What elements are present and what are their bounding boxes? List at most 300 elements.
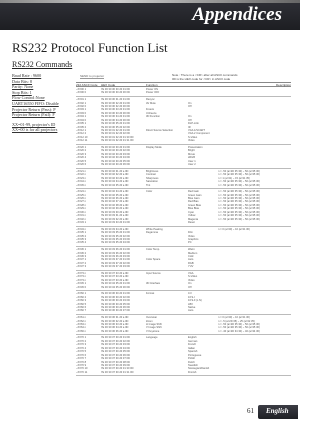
table-cell: Direct Source Selection bbox=[146, 129, 174, 132]
command-group bbox=[76, 169, 291, 189]
table-cell: 7E 30 30 33 36 20 31 0D bbox=[101, 248, 130, 252]
table-cell: 7E 30 30 30 30 20 30 0D bbox=[101, 91, 130, 95]
table-cell: 7E 30 30 33 37 20 32 0D bbox=[101, 261, 130, 265]
command-group bbox=[76, 189, 291, 227]
table-note bbox=[172, 73, 292, 81]
table-cell: 7E 30 30 32 34 20 a 0D bbox=[101, 190, 129, 194]
table-cell: Display Mode bbox=[146, 145, 162, 149]
table-row bbox=[76, 265, 291, 268]
table-cell: Off bbox=[188, 285, 192, 289]
table-cell: ~XX05 2 bbox=[76, 125, 87, 129]
table-cell bbox=[218, 286, 291, 289]
table-cell: ~XX60 6 bbox=[76, 306, 87, 309]
header-shine bbox=[0, 0, 300, 3]
table-cell: ~XX63 n bbox=[76, 322, 87, 326]
page-number: 61 bbox=[247, 407, 254, 415]
table-cell bbox=[146, 241, 188, 244]
table-cell: 7E 30 30 36 30 20 35 0D bbox=[101, 302, 130, 306]
table-cell: ~XX20 6 bbox=[76, 163, 87, 167]
table-cell: 7E 30 30 37 30 20 37 0D bbox=[101, 357, 130, 361]
table-cell: ~XX36 1 bbox=[76, 248, 87, 252]
table-row bbox=[76, 241, 291, 244]
table-cell: n = -50 (a=2D 35 30) ~ 50 (a=35 30) bbox=[218, 322, 260, 326]
table-cell: Portuguese bbox=[188, 353, 202, 357]
command-group bbox=[76, 271, 291, 291]
table-cell: Polish bbox=[188, 357, 196, 361]
table-cell: S-Video bbox=[188, 135, 198, 139]
table-cell bbox=[146, 371, 188, 374]
table-cell: Film bbox=[188, 231, 193, 235]
serial-setting-line: UART16550 FIFO: Disable bbox=[12, 100, 59, 106]
table-cell: ~XX24 n bbox=[76, 190, 87, 194]
table-cell: 7E 30 30 37 30 20 31 31 0D bbox=[101, 370, 134, 374]
table-cell: 7E 30 30 37 30 20 31 30 0D bbox=[101, 367, 134, 371]
table-cell: n = 0 (a=30) ~ 10 (a=31 30) bbox=[218, 227, 250, 231]
table-cell: Video bbox=[188, 278, 195, 282]
table-cell: 7E 30 30 36 30 20 31 0D bbox=[101, 292, 130, 296]
table-cell: ~XX61 n bbox=[76, 316, 87, 320]
table-cell: ~XX35 3 bbox=[76, 238, 87, 241]
table-cell: 7E 30 30 33 35 20 34 0D bbox=[101, 241, 130, 245]
table-cell: 7E 30 30 37 33 20 a 0D bbox=[101, 275, 129, 279]
table-cell: ~XX28 n bbox=[76, 203, 87, 207]
column-header: Description bbox=[275, 82, 291, 87]
table-cell: 7E 30 30 32 35 20 a 0D bbox=[101, 193, 129, 197]
table-cell: Input Source bbox=[146, 271, 161, 275]
table-cell: 7E 30 30 36 36 20 a 0D bbox=[101, 329, 129, 333]
table-cell: n = -50 (a=2D 35 30) ~ 50 (a=35 30) bbox=[218, 183, 260, 187]
table-cell: 7E 30 30 33 35 20 31 0D bbox=[101, 231, 130, 235]
table-cell: English bbox=[188, 336, 197, 340]
table-row bbox=[76, 286, 291, 289]
table-cell: ~XX45 n bbox=[76, 183, 87, 187]
table-cell: 7E 30 30 32 30 20 35 0D bbox=[101, 159, 130, 163]
table-cell: ~XX20 2 bbox=[76, 149, 87, 153]
table-cell: Finnish bbox=[188, 370, 197, 374]
note-line: 0D is the HEX code for <CR> in ASCII code bbox=[172, 77, 231, 81]
table-cell: Freeze bbox=[146, 108, 155, 112]
table-cell: ~XX25 n bbox=[76, 193, 87, 197]
table-cell: Red Bias bbox=[188, 200, 199, 204]
table-cell: ~XX29 n bbox=[76, 207, 87, 211]
table-cell: 7E 30 30 30 32 20 31 0D bbox=[101, 101, 130, 105]
table-cell: Auto bbox=[188, 258, 194, 262]
table-cell: ~XX32 n bbox=[76, 217, 87, 221]
table-cell: n = 1 (a=31) ~ 15 (a=31 35) bbox=[218, 176, 250, 180]
command-group bbox=[76, 247, 291, 271]
table-cell: ~XX20 3 bbox=[76, 152, 87, 156]
table-cell: 7E 30 30 33 35 20 32 0D bbox=[101, 234, 130, 238]
table-cell: ~XX70 8 bbox=[76, 360, 87, 364]
table-row bbox=[76, 309, 291, 312]
table-cell: 7E 30 30 32 30 20 36 0D bbox=[101, 163, 130, 167]
table-cell: 7E 30 30 37 30 20 31 0D bbox=[101, 336, 130, 340]
table-cell: H Image Shift bbox=[146, 322, 162, 326]
table-cell: 7E 30 30 37 33 20 a 0D bbox=[101, 271, 129, 275]
table-cell: n = -50 (a=2D 35 30) ~ 50 (a=35 30) bbox=[218, 210, 260, 214]
table-cell: ~XX22 n bbox=[76, 173, 87, 177]
table-cell: IR bbox=[188, 125, 191, 129]
serial-setting-line: Parity: None bbox=[12, 84, 34, 90]
table-cell: Yellow bbox=[188, 214, 196, 218]
table-cell: Cold bbox=[188, 254, 194, 258]
table-cell: On bbox=[188, 101, 192, 105]
table-cell: 3D Function bbox=[146, 115, 160, 119]
table-cell: 7E 30 30 32 36 20 a 0D bbox=[101, 197, 129, 200]
table-cell: 7E 30 30 31 32 20 32 0D bbox=[101, 132, 130, 136]
table-cell: Resync bbox=[146, 98, 155, 102]
table-cell: 7E 30 30 31 32 20 31 0D bbox=[101, 129, 130, 132]
table-cell: ~XX60 2 bbox=[76, 295, 87, 299]
table-cell: Presentation bbox=[188, 145, 203, 149]
table-cell: 7E 30 30 37 30 20 38 0D bbox=[101, 360, 130, 364]
table-cell: Blue Bias bbox=[188, 207, 199, 211]
table-cell: ~XX44 n bbox=[76, 180, 87, 184]
serial-settings bbox=[12, 73, 74, 133]
table-cell: Native bbox=[188, 306, 196, 309]
table-cell: ~XX35 2 bbox=[76, 234, 87, 238]
table-cell: n = -50 (a=2D 35 30) ~ 50 (a=35 30) bbox=[218, 200, 260, 204]
table-cell bbox=[188, 184, 218, 187]
table-cell: ~XX20 1 bbox=[76, 145, 87, 149]
serial-setting-line: Projector Return (Pass): P bbox=[12, 106, 56, 112]
table-cell: V Image Shift bbox=[146, 326, 162, 330]
table-cell: 7E 30 30 32 32 20 a 0D bbox=[101, 173, 129, 177]
table-cell: 7E 30 30 32 30 20 32 0D bbox=[101, 149, 130, 153]
table-cell: 7E 30 30 33 30 20 a 0D bbox=[101, 210, 129, 214]
table-cell: Power ON bbox=[146, 88, 158, 91]
table-cell: Zoom bbox=[146, 319, 153, 323]
table-cell: ~XX04 1 bbox=[76, 115, 87, 119]
table-cell: 7E 30 30 36 34 20 a 0D bbox=[101, 326, 129, 330]
table-cell: n = -50 (a=2D 35 30) ~ 50 (a=35 30) bbox=[218, 217, 260, 221]
table-cell: Warm bbox=[188, 248, 195, 252]
table-cell: 7E 30 30 32 38 20 a 0D bbox=[101, 203, 129, 207]
column-header: 232 ASCII Code bbox=[76, 82, 98, 87]
column-header: Function bbox=[146, 82, 158, 87]
table-cell: 7E 30 30 37 30 20 39 0D bbox=[101, 363, 130, 367]
command-table bbox=[76, 82, 291, 376]
table-cell: PC bbox=[188, 241, 192, 245]
table-cell: ~XX60 1 bbox=[76, 292, 87, 296]
serial-setting-line: XX=00 is for all projectors bbox=[12, 127, 58, 133]
table-cell: Red Gain bbox=[188, 190, 199, 194]
command-group bbox=[76, 335, 291, 376]
table-cell: 7E 30 30 32 30 20 34 0D bbox=[101, 156, 130, 160]
table-cell: n = -40 (a=2D 34 30) ~ 40 (a=34 30) bbox=[218, 329, 260, 333]
table-cell: ~XX20 4 bbox=[76, 156, 87, 160]
table-cell: 7E 30 30 36 30 20 32 0D bbox=[101, 295, 130, 299]
table-cell: DLP-Link bbox=[188, 122, 199, 126]
table-cell: Graphics bbox=[188, 238, 199, 241]
command-group bbox=[76, 291, 291, 315]
command-group bbox=[76, 315, 291, 335]
serial-setting-line: Stop Bits: 1 bbox=[12, 89, 32, 95]
table-cell: Off bbox=[188, 118, 192, 122]
table-cell: 7E 30 30 33 32 20 a 0D bbox=[101, 217, 129, 221]
table-cell: ~XX45 1 bbox=[76, 282, 87, 286]
table-cell: 7E 30 30 33 36 20 33 0D bbox=[101, 254, 130, 258]
page-title: RS232 Protocol Function List bbox=[12, 40, 168, 55]
table-cell: n = -50 (a=2D 35 30) ~ 50 (a=35 30) bbox=[218, 207, 260, 211]
table-cell bbox=[218, 163, 291, 166]
table-cell: ~XX12 11 bbox=[76, 139, 88, 143]
table-cell: 7E 30 30 30 34 20 31 0D bbox=[101, 115, 130, 119]
table-cell: ~XX70 2 bbox=[76, 339, 87, 343]
table-cell: n = -50 (a=2D 35 30) ~ 50 (a=35 30) bbox=[218, 190, 260, 194]
table-cell: n = -50 (a=2D 35 30) ~ 50 (a=35 30) bbox=[218, 203, 260, 207]
table-cell: ~XX20 5 bbox=[76, 159, 87, 163]
table-cell bbox=[218, 139, 291, 142]
command-group bbox=[76, 227, 291, 247]
table-cell: Color Space bbox=[146, 258, 161, 262]
note-line: Note : There is a <CR> after all ASCII commands bbox=[172, 73, 238, 77]
serial-setting-line: XX=01-99, projector's ID bbox=[12, 121, 56, 127]
table-cell: ~XX30 n bbox=[76, 210, 87, 214]
table-cell: YUV bbox=[188, 265, 194, 269]
table-cell: 7E 30 30 33 35 20 33 0D bbox=[101, 238, 130, 241]
table-cell: 7E 30 30 37 30 20 34 0D bbox=[101, 346, 130, 350]
table-cell: Tint bbox=[146, 183, 151, 187]
table-cell: ~XX12 1 bbox=[76, 129, 87, 132]
table-cell: 7E 30 30 36 31 20 a 0D bbox=[101, 316, 129, 320]
table-cell: n = -5 (a=2D 35) ~ 25 (a=32 35) bbox=[218, 319, 255, 323]
table-cell: n = -50 (a=2D 35 30) ~ 50 (a=35 30) bbox=[218, 326, 260, 330]
table-cell: 7E 30 30 32 30 20 33 0D bbox=[101, 152, 130, 156]
table-cell: Video bbox=[188, 139, 195, 143]
table-cell: 7E 30 30 30 34 20 30 0D bbox=[101, 118, 130, 122]
table-cell: Green Bias bbox=[188, 203, 201, 207]
table-cell: 7E 30 30 37 30 20 32 0D bbox=[101, 339, 130, 343]
table-cell: 7E 30 30 37 30 20 36 0D bbox=[101, 353, 130, 357]
table-cell: ~XX33 1 bbox=[76, 221, 87, 225]
table-row bbox=[76, 330, 291, 333]
table-cell: 4:3 bbox=[188, 292, 192, 296]
table-cell: 7E 30 30 34 35 20 31 0D bbox=[101, 282, 130, 286]
table-cell: 7E 30 30 37 30 20 35 0D bbox=[101, 350, 130, 354]
table-cell: ~XX37 1 bbox=[76, 258, 87, 262]
section-title: Appendices bbox=[192, 4, 282, 25]
table-cell: 3D Interface bbox=[146, 282, 161, 286]
table-cell: ~XX73 n bbox=[76, 275, 87, 279]
table-cell: ~XX04 0 bbox=[76, 118, 87, 122]
table-cell: 7E 30 30 33 34 20 a 0D bbox=[101, 227, 129, 231]
table-cell: ~XX36 2 bbox=[76, 251, 87, 255]
table-cell: ~XX00 1 bbox=[76, 88, 87, 91]
table-cell: VGA 2 Component bbox=[188, 132, 210, 136]
table-cell bbox=[218, 241, 291, 244]
table-cell: n = -50 (a=2D 35 30) ~ 50 (a=35 30) bbox=[218, 197, 260, 200]
table-cell bbox=[146, 265, 188, 268]
subtitle: RS232 Commands bbox=[12, 60, 73, 69]
serial-setting-line: Projector Return (Fail): F bbox=[12, 112, 55, 118]
table-cell: 7E 30 30 36 33 20 a 0D bbox=[101, 322, 129, 326]
table-cell bbox=[218, 371, 291, 374]
table-cell: Dutch bbox=[188, 360, 195, 364]
table-cell: 7E 30 30 37 33 20 a 0D bbox=[101, 278, 129, 282]
table-cell: ~XX70 7 bbox=[76, 357, 87, 361]
table-row bbox=[76, 371, 291, 374]
table-cell: sRGB bbox=[188, 156, 195, 160]
table-cell: 7E 30 30 30 33 20 30 0D bbox=[101, 111, 130, 115]
table-cell: ~XX70 4 bbox=[76, 346, 87, 350]
table-cell: ~XX03 1 bbox=[76, 108, 87, 112]
table-cell: Language bbox=[146, 336, 158, 340]
table-cell: Color bbox=[146, 190, 153, 194]
table-cell: ~XX73 n bbox=[76, 278, 87, 282]
table-cell: ~XX36 3 bbox=[76, 254, 87, 258]
table-cell: 7E 30 30 30 33 20 31 0D bbox=[101, 108, 130, 112]
table-cell: Unfreeze bbox=[146, 111, 157, 115]
table-cell: Brightness bbox=[146, 169, 159, 173]
table-cell: ~XX73 n bbox=[76, 271, 87, 275]
table-cell: 7E 30 30 36 32 20 a 0D bbox=[101, 319, 129, 323]
command-group bbox=[76, 97, 291, 145]
table-cell bbox=[188, 330, 218, 333]
table-cell: 7E 30 30 36 30 20 37 0D bbox=[101, 309, 130, 313]
table-cell: User 1 bbox=[188, 159, 196, 163]
table-cell: ~XX62 n bbox=[76, 319, 87, 323]
table-cell: n = -50 (a=2D 35 30) ~ 50 (a=35 30) bbox=[218, 169, 260, 173]
table-cell: 7E 30 30 36 30 20 33 0D bbox=[101, 299, 130, 303]
command-group bbox=[76, 145, 291, 169]
table-cell: ~XX34 n bbox=[76, 227, 87, 231]
table-cell: Norwegian/Danish bbox=[188, 367, 210, 371]
table-cell: Swedish bbox=[188, 363, 198, 367]
table-cell: ~XX27 n bbox=[76, 200, 87, 204]
serial-setting-line: Data Bits: 8 bbox=[12, 78, 33, 84]
table-cell: Overscan bbox=[146, 316, 158, 320]
table-cell: ~XX70 11 bbox=[76, 370, 88, 374]
table-cell: Cyan bbox=[188, 210, 195, 214]
table-cell: 7E 30 30 33 37 20 33 0D bbox=[101, 265, 130, 269]
table-cell: Magenta bbox=[188, 217, 199, 221]
table-body bbox=[76, 87, 291, 376]
table-cell: 7E 30 30 33 33 20 31 0D bbox=[101, 221, 130, 225]
table-cell: AV Mute bbox=[146, 101, 156, 105]
table-cell bbox=[146, 286, 188, 289]
table-cell: 7E 30 30 32 30 20 31 0D bbox=[101, 145, 130, 149]
table-cell: 7E 30 30 30 30 20 31 0D bbox=[101, 88, 130, 91]
table-cell: ~XX26 n bbox=[76, 197, 87, 200]
language-label: English bbox=[266, 407, 289, 415]
table-cell: S-Video bbox=[188, 275, 198, 279]
table-cell bbox=[218, 91, 291, 94]
table-cell: ~XX70 6 bbox=[76, 353, 87, 357]
table-cell: 7E 30 30 32 39 20 a 0D bbox=[101, 207, 129, 211]
table-cell bbox=[218, 265, 291, 268]
table-cell: 7E 30 30 31 32 20 31 31 0D bbox=[101, 139, 134, 143]
table-cell: ~XX60 7 bbox=[76, 309, 87, 313]
table-cell: ~XX01 1 bbox=[76, 98, 87, 102]
table-cell: RGB bbox=[188, 261, 194, 265]
column-header: HEX Code bbox=[101, 82, 116, 87]
table-cell: French bbox=[188, 343, 197, 347]
table-cell: n = -50 (a=2D 35 30) ~ 50 (a=35 30) bbox=[218, 214, 260, 218]
serial-setting-line: Flow Control:None bbox=[12, 95, 45, 101]
table-cell: 7E 30 30 33 37 20 31 0D bbox=[101, 258, 130, 262]
table-cell: White Peaking bbox=[146, 227, 163, 231]
table-cell: Contrast bbox=[146, 173, 156, 177]
table-cell: VGA bbox=[188, 271, 194, 275]
table-cell: Blue Gain bbox=[188, 197, 200, 200]
table-cell: VGA 1/SCART bbox=[188, 129, 205, 132]
serial-setting-line: Baud Rate : 9600 bbox=[12, 73, 42, 78]
table-cell: 7E 30 30 34 34 20 a 0D bbox=[101, 180, 129, 184]
table-cell: 7E 30 30 30 32 20 30 0D bbox=[101, 104, 130, 108]
table-cell: 7E 30 30 30 35 20 31 0D bbox=[101, 122, 130, 126]
table-cell: ~XX45 0 bbox=[76, 285, 87, 289]
table-cell: ~XX66 n bbox=[76, 329, 87, 333]
table-label: SEND to projector bbox=[80, 74, 105, 78]
table-cell: ~XX70 3 bbox=[76, 343, 87, 347]
table-cell: Bright bbox=[188, 149, 195, 153]
table-cell bbox=[146, 139, 188, 142]
table-cell: 7E 30 30 36 30 20 36 0D bbox=[101, 306, 130, 309]
table-cell: Power OFF bbox=[146, 91, 160, 95]
table-cell: Format bbox=[146, 292, 155, 296]
table-cell: ~XX37 3 bbox=[76, 265, 87, 269]
table-row bbox=[76, 139, 291, 142]
table-cell: ~XX31 n bbox=[76, 214, 87, 218]
table-cell: Video bbox=[188, 234, 195, 238]
table-cell bbox=[188, 91, 218, 94]
table-cell: ~XX23 n bbox=[76, 176, 87, 180]
table-cell: Sharpness bbox=[146, 176, 159, 180]
table-cell: 7E 30 30 32 37 20 a 0D bbox=[101, 200, 129, 204]
table-cell: Spanish bbox=[188, 350, 198, 354]
table-cell: Saturation bbox=[146, 180, 158, 184]
table-cell: ~XX02 1 bbox=[76, 101, 87, 105]
table-cell bbox=[218, 309, 291, 312]
table-cell bbox=[146, 221, 188, 224]
table-cell: ~XX37 2 bbox=[76, 261, 87, 265]
table-cell: ~XX12 10 bbox=[76, 135, 88, 139]
table-cell: 7E 30 30 31 32 20 31 30 0D bbox=[101, 135, 134, 139]
table-row bbox=[76, 91, 291, 94]
table-cell: ~XX70 9 bbox=[76, 363, 87, 367]
table-cell: ~XX00 0 bbox=[76, 91, 87, 95]
table-cell: Off bbox=[188, 104, 192, 108]
table-cell: ~XX70 1 bbox=[76, 336, 87, 340]
table-cell: 7E 30 30 37 30 20 33 0D bbox=[101, 343, 130, 347]
table-cell: 7E 30 30 33 36 20 32 0D bbox=[101, 251, 130, 255]
table-cell: Auto bbox=[188, 309, 194, 313]
table-cell: Medium bbox=[188, 251, 198, 255]
table-cell: ~XX21 n bbox=[76, 169, 87, 173]
table-cell: 16:9-I bbox=[188, 295, 195, 299]
table-cell: LBX bbox=[188, 302, 193, 306]
table-cell: ~XX70 10 bbox=[76, 367, 88, 371]
table-cell: 7E 30 30 32 33 20 a 0D bbox=[101, 176, 129, 180]
table-row bbox=[76, 163, 291, 166]
table-cell: n = -50 (a=2D 35 30) ~ 50 (a=35 30) bbox=[218, 173, 260, 177]
table-cell: ~XX12 2 bbox=[76, 132, 87, 136]
table-cell: 16:9-II (L N) bbox=[188, 299, 202, 303]
table-cell: ~XX05 1 bbox=[76, 122, 87, 126]
table-cell: ~XX35 4 bbox=[76, 241, 87, 245]
table-cell: 7E 30 30 34 35 20 a 0D bbox=[101, 183, 129, 187]
table-cell: n = -50 (a=2D 35 30) ~ 50 (a=35 30) bbox=[218, 180, 260, 184]
table-cell: ~XX35 1 bbox=[76, 231, 87, 235]
table-cell: User 2 bbox=[188, 163, 196, 167]
table-cell: 7E 30 30 32 31 20 a 0D bbox=[101, 169, 129, 173]
table-cell: n = 0 (a=30) ~ 10 (a=31 30) bbox=[218, 316, 250, 320]
table-cell: ~XX02 0 bbox=[76, 104, 87, 108]
table-cell: 7E 30 30 30 31 20 31 0D bbox=[101, 98, 130, 102]
table-cell: Italian bbox=[188, 346, 195, 350]
table-cell: ~XX70 5 bbox=[76, 350, 87, 354]
